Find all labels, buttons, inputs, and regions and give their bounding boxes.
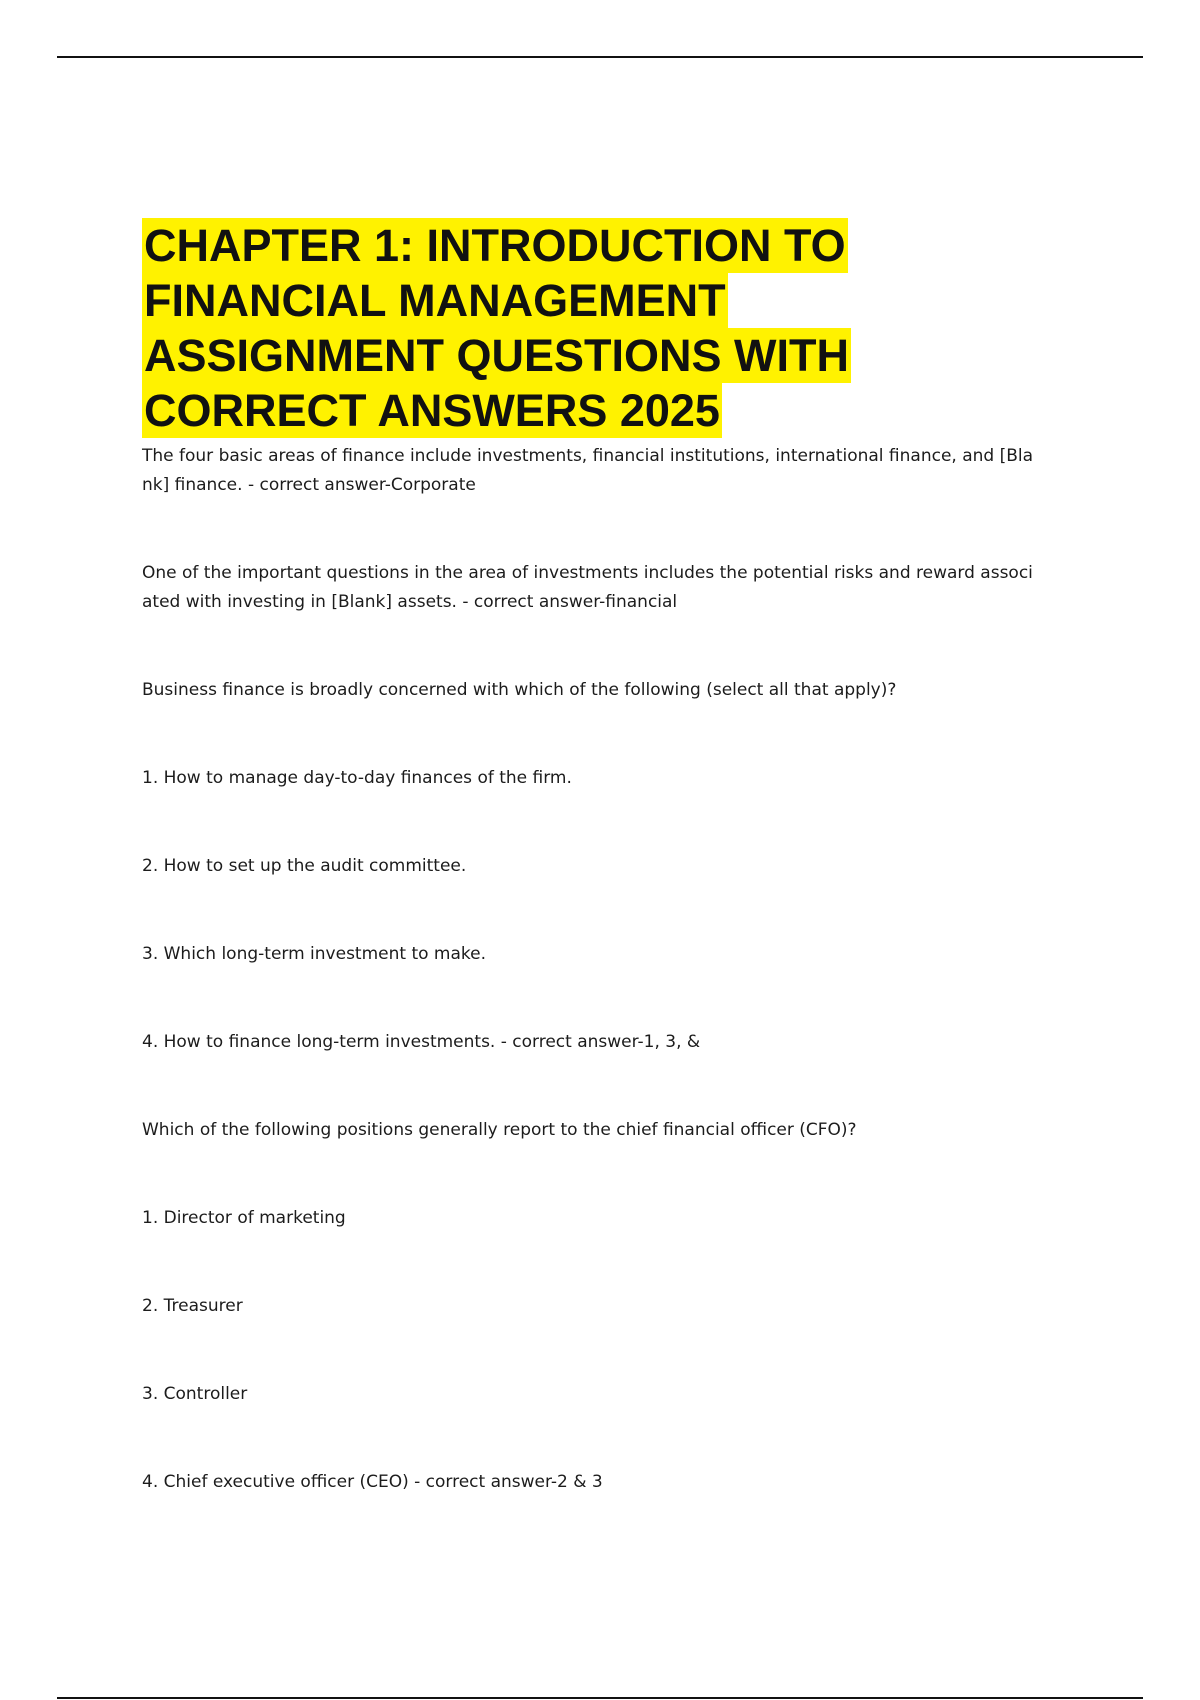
question-4-prompt: Which of the following positions generally report to the chief financial officer (CFO)? xyxy=(142,1120,857,1140)
question-4-option-1: 1. Director of marketing xyxy=(142,1208,346,1228)
title-line-1: CHAPTER 1: INTRODUCTION TO xyxy=(144,220,846,271)
title-line-2: FINANCIAL MANAGEMENT xyxy=(144,275,726,326)
question-3-option-4-answer: 4. How to finance long-term investments. - correct answer-1, 3, & xyxy=(142,1032,701,1052)
title-line-4: CORRECT ANSWERS 2025 xyxy=(144,385,720,436)
document-body xyxy=(142,218,1062,1497)
question-2-text: One of the important questions in the area of investments includes the potential risks and reward associ ated with investing in [Blank] assets. - correct answer-financial xyxy=(142,563,1033,612)
document-title xyxy=(142,218,1062,438)
question-4-option-4-answer: 4. Chief executive officer (CEO) - correct answer-2 & 3 xyxy=(142,1472,603,1492)
footer-rule xyxy=(57,1697,1143,1699)
question-1-text: The four basic areas of finance include investments, financial institutions, international finance, and [Bla nk] finance. - correct answer-Corporate xyxy=(142,446,1034,495)
question-3-option-2: 2. How to set up the audit committee. xyxy=(142,856,467,876)
question-3-option-1: 1. How to manage day-to-day finances of the firm. xyxy=(142,768,572,788)
question-3-prompt: Business finance is broadly concerned with which of the following (select all that apply)? xyxy=(142,680,897,700)
question-4-option-2: 2. Treasurer xyxy=(142,1296,243,1316)
title-line-3: ASSIGNMENT QUESTIONS WITH xyxy=(144,330,850,381)
question-4-option-3: 3. Controller xyxy=(142,1384,248,1404)
question-3-option-3: 3. Which long-term investment to make. xyxy=(142,944,487,964)
header-rule xyxy=(57,56,1143,58)
